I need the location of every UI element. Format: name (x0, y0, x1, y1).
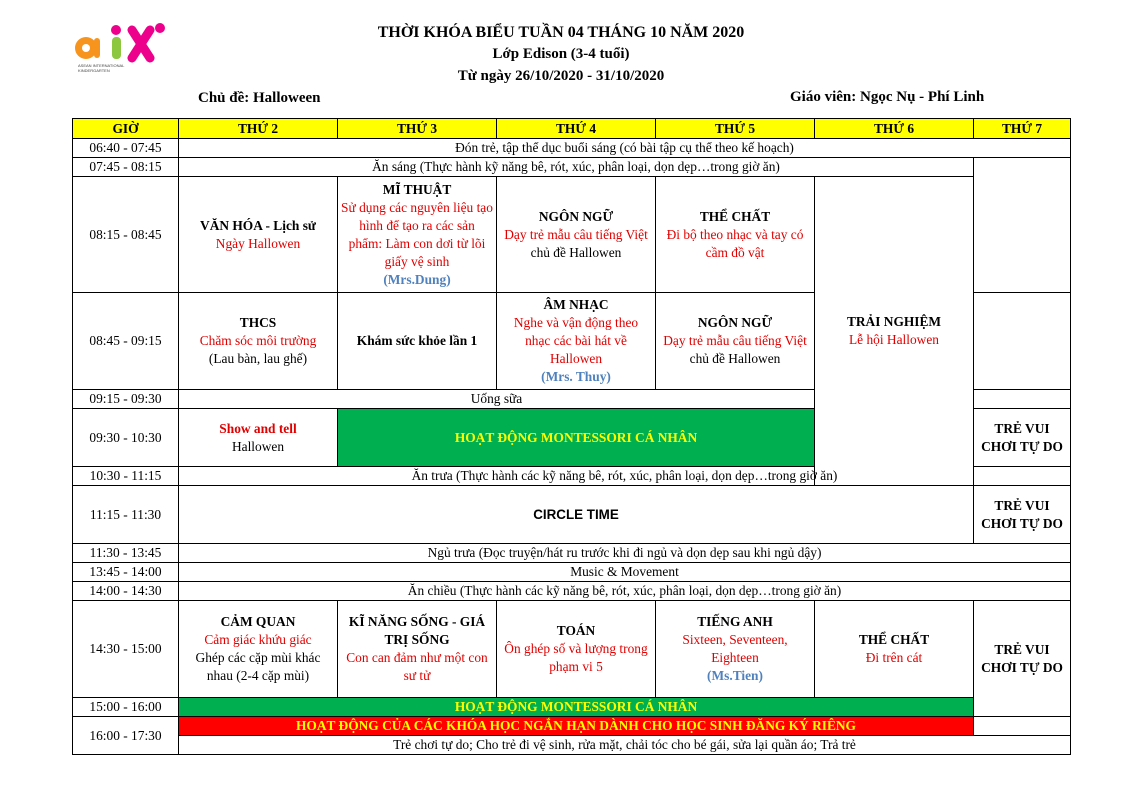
activity-cell (815, 601, 974, 698)
activity-cell: Uống sữa (179, 390, 815, 409)
subject-title: VĂN HÓA - Lịch sử (200, 217, 316, 233)
table-row (73, 601, 1071, 698)
topic-label: Chủ đề: Halloween (198, 90, 321, 106)
subject-title: MĨ THUẬT (382, 181, 452, 197)
subject-title: NGÔN NGỮ (538, 208, 614, 224)
activity-cell: Khám sức khỏe lần 1 (338, 293, 497, 390)
table-row (73, 582, 1071, 601)
free-play-cell: TRẺ VUI CHƠI TỰ DO (974, 486, 1071, 544)
special-courses-cell: HOẠT ĐỘNG CỦA CÁC KHÓA HỌC NGẮN HẠN DÀNH CHO HỌC SINH ĐĂNG KÝ RIÊNG (179, 717, 974, 736)
time-cell: 09:15 - 09:30 (73, 390, 179, 409)
subject-title: KĨ NĂNG SỐNG - GIÁ TRỊ SỐNG (348, 614, 486, 647)
col-header-tue: THỨ 3 (338, 119, 497, 139)
activity-cell: Ăn chiều (Thực hành các kỹ năng bê, rót, xúc, phân loại, dọn dẹp…trong giờ ăn) (179, 582, 1071, 601)
activity-cell: Music & Movement (179, 563, 1071, 582)
activity-cell (656, 601, 815, 698)
subject-detail: Đi bộ theo nhạc và tay có cầm đồ vật (666, 226, 804, 260)
free-play-cell: TRẺ VUI CHƠI TỰ DO (974, 409, 1071, 467)
activity-cell: Ngủ trưa (Đọc truyện/hát ru trước khi đi ngủ và dọn dẹp sau khi ngủ dậy) (179, 544, 1071, 563)
subject-note: chủ đề Hallowen (530, 244, 622, 260)
col-header-time: GIỜ (73, 119, 179, 139)
activity-cell: Đón trẻ, tập thể dục buổi sáng (có bài tập cụ thể theo kế hoạch) (179, 139, 1071, 158)
col-header-sat: THỨ 7 (974, 119, 1071, 139)
activity-cell (497, 293, 656, 390)
subject-teacher: (Mrs.Dung) (383, 271, 451, 287)
subject-title: NGÔN NGỮ (697, 315, 773, 330)
col-header-thu: THỨ 5 (656, 119, 815, 139)
subject-detail: Lễ hội Hallowen (849, 332, 939, 347)
subject-title: THỂ CHẤT (858, 632, 930, 647)
table-row (73, 486, 1071, 544)
time-cell: 08:45 - 09:15 (73, 293, 179, 390)
time-cell: 07:45 - 08:15 (73, 158, 179, 177)
activity-cell: Ăn trưa (Thực hành các kỹ năng bê, rót, xúc, phân loại, dọn dẹp…trong giờ ăn) (179, 467, 1071, 486)
time-cell: 11:15 - 11:30 (73, 486, 179, 544)
page-title: THỜI KHÓA BIỂU TUẦN 04 THÁNG 10 NĂM 2020 (377, 24, 745, 41)
time-cell: 13:45 - 14:00 (73, 563, 179, 582)
table-row (73, 177, 1071, 293)
subject-detail: Con can đảm như một con sư tử (346, 650, 488, 683)
activity-cell (656, 177, 815, 293)
subject-detail: Sixteen, Seventeen, Eighteen (682, 632, 788, 665)
table-row (73, 717, 1071, 736)
activity-cell (179, 601, 338, 698)
time-cell: 10:30 - 11:15 (73, 467, 179, 486)
montessori-cell: HOẠT ĐỘNG MONTESSORI CÁ NHÂN (338, 409, 815, 467)
empty-cell (974, 158, 1071, 293)
time-cell: 11:30 - 13:45 (73, 544, 179, 563)
header-row (73, 119, 1071, 139)
empty-cell (974, 717, 1071, 736)
activity-cell (815, 177, 974, 486)
subject-title: CẢM QUAN (220, 614, 296, 629)
subject-title: TOÁN (556, 623, 596, 638)
col-header-fri: THỨ 6 (815, 119, 974, 139)
circle-time-cell: CIRCLE TIME (179, 486, 974, 544)
activity-cell (497, 601, 656, 698)
time-cell: 06:40 - 07:45 (73, 139, 179, 158)
table-row (73, 158, 1071, 177)
free-play-cell: TRẺ VUI CHƠI TỰ DO (974, 601, 1071, 717)
subject-detail: Cảm giác khứu giác (204, 632, 312, 647)
subject-detail: Ngày Hallowen (215, 235, 301, 251)
activity-cell (179, 409, 338, 467)
subject-detail: Sử dụng các nguyên liệu tạo hình để tạo ra các sản phẩm: Làm con dơi từ lõi giấy vệ sinh (341, 199, 493, 269)
time-cell: 14:00 - 14:30 (73, 582, 179, 601)
time-cell: 08:15 - 08:45 (73, 177, 179, 293)
table-row (73, 736, 1071, 755)
table-row (73, 139, 1071, 158)
subject-detail: Hallowen (231, 438, 285, 454)
activity-cell: Trẻ chơi tự do; Cho trẻ đi vệ sinh, rửa mặt, chải tóc cho bé gái, sửa lại quần áo; Trả trẻ (179, 736, 1071, 755)
col-header-wed: THỨ 4 (497, 119, 656, 139)
montessori-cell: HOẠT ĐỘNG MONTESSORI CÁ NHÂN (179, 698, 974, 717)
subject-title: THCS (239, 315, 277, 330)
subject-detail: Dạy trẻ mẫu câu tiếng Việt (504, 226, 648, 242)
activity-cell (338, 177, 497, 293)
subject-note: chủ đề Hallowen (689, 351, 781, 366)
subject-title: TRẢI NGHIỆM (846, 314, 942, 329)
timetable (72, 118, 1071, 755)
activity-cell: Ăn sáng (Thực hành kỹ năng bê, rót, xúc, phân loại, dọn dẹp…trong giờ ăn) (179, 158, 974, 177)
teacher-label: Giáo viên: Ngọc Nụ - Phí Linh (790, 89, 985, 105)
activity-cell (179, 293, 338, 390)
table-row (73, 563, 1071, 582)
logo-subtitle: ASEAN INTERNATIONAL KINDERGARTEN (78, 63, 125, 73)
subject-title: THỂ CHẤT (699, 208, 771, 224)
class-name: Lớp Edison (3-4 tuổi) (492, 46, 630, 62)
subject-title: Show and tell (219, 420, 297, 436)
subject-title: TIẾNG ANH (697, 614, 773, 629)
time-cell: 16:00 - 17:30 (73, 717, 179, 755)
table-row (73, 467, 1071, 486)
col-header-mon: THỨ 2 (179, 119, 338, 139)
subject-note: (Lau bàn, lau ghế) (208, 351, 308, 366)
subject-teacher: (Mrs. Thuy) (541, 369, 611, 384)
subject-detail: Đi trên cát (865, 650, 923, 665)
date-range: Từ ngày 26/10/2020 - 31/10/2020 (457, 68, 665, 84)
table-row (73, 698, 1071, 717)
time-cell: 14:30 - 15:00 (73, 601, 179, 698)
time-cell: 15:00 - 16:00 (73, 698, 179, 717)
activity-cell (338, 601, 497, 698)
activity-cell (656, 293, 815, 390)
activity-cell (179, 177, 338, 293)
subject-detail: Ôn ghép số và lượng trong phạm vi 5 (504, 641, 648, 674)
subject-teacher: (Ms.Tien) (707, 668, 763, 683)
table-row (73, 544, 1071, 563)
subject-note: Ghép các cặp mùi khác nhau (2-4 cặp mùi) (195, 650, 321, 683)
subject-detail: Nghe và vận động theo nhạc các bài hát về Hallowen (513, 315, 639, 366)
subject-detail: Dạy trẻ mẫu câu tiếng Việt (663, 333, 807, 348)
time-cell: 09:30 - 10:30 (73, 409, 179, 467)
subject-detail: Chăm sóc môi trường (199, 333, 317, 348)
activity-cell (497, 177, 656, 293)
empty-cell (974, 390, 1071, 409)
subject-title: ÂM NHẠC (543, 297, 609, 312)
